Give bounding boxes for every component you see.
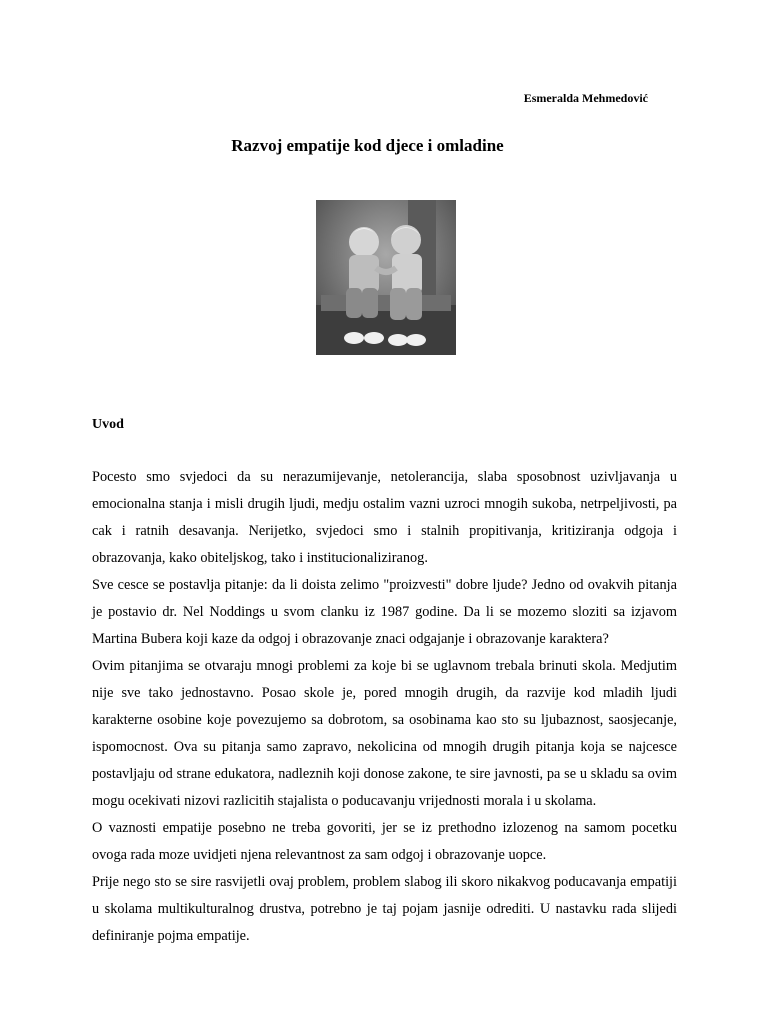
children-photo [316, 200, 456, 355]
body-text [92, 464, 677, 950]
author-name: Esmeralda Mehmedović [523, 91, 648, 105]
paragraph: Sve cesce se postavlja pitanje: da li doista zelimo "proizvesti" dobre ljude? Jedno od ovakvih pitanja je postavio dr. Nel Noddings u svom clanku iz 1987 godine. Da li se mozemo sloziti sa izjavom Martina Bubera koji kaze da odgoj i obrazovanje znaci odgajanje i obrazovanje karaktera? [92, 577, 677, 647]
paragraph: Pocesto smo svjedoci da su nerazumijevanje, netolerancija, slaba sposobnost uzivljavanja u emocionalna stanja i misli drugih ljudi, medju ostalim vazni uzroci mnogih sukoba, netrpeljivosti, pa cak i ratnih desavanja. Nerijetko, svjedoci smo i stalnih propitivanja, kritiziranja odgoja i obrazovanja, kako obiteljskog, tako i institucionaliziranog. [92, 469, 677, 566]
document-title: Razvoj empatije kod djece i omladine [231, 136, 504, 155]
section-heading-intro: Uvod [92, 417, 124, 432]
paragraph: Ovim pitanjima se otvaraju mnogi problemi za koje bi se uglavnom trebala brinuti skola. Medjutim nije sve tako jednostavno. Posao skole je, pored mnogih drugih, da razvije kod mladih ljudi karakterne osobine koje povezujemo sa dobrotom, sa osobinama kao sto su ljubaznost, saosjecanje, ispomocnost. Ova su pitanja samo zapravo, nekolicina od mnogih drugih pitanja koja se najcesce postavljaju od strane edukatora, nadleznih koji donose zakone, te sire javnosti, pa se u skladu sa ovim mogu ocekivati nizovi razlicitih stajalista o poducavanju vrijednosti morala i u skolama. [92, 658, 677, 809]
paragraph: O vaznosti empatije posebno ne treba govoriti, jer se iz prethodno izlozenog na samom pocetku ovoga rada moze uvidjeti njena relevantnost za sam odgoj i obrazovanje uopce. [92, 820, 677, 863]
paragraph: Prije nego sto se sire rasvijetli ovaj problem, problem slabog ili skoro nikakvog poducavanja empatiji u skolama multikulturalnog drustva, potrebno je taj pojam jasnije odrediti. U nastavku rada slijedi definiranje pojma empatije. [92, 874, 677, 944]
